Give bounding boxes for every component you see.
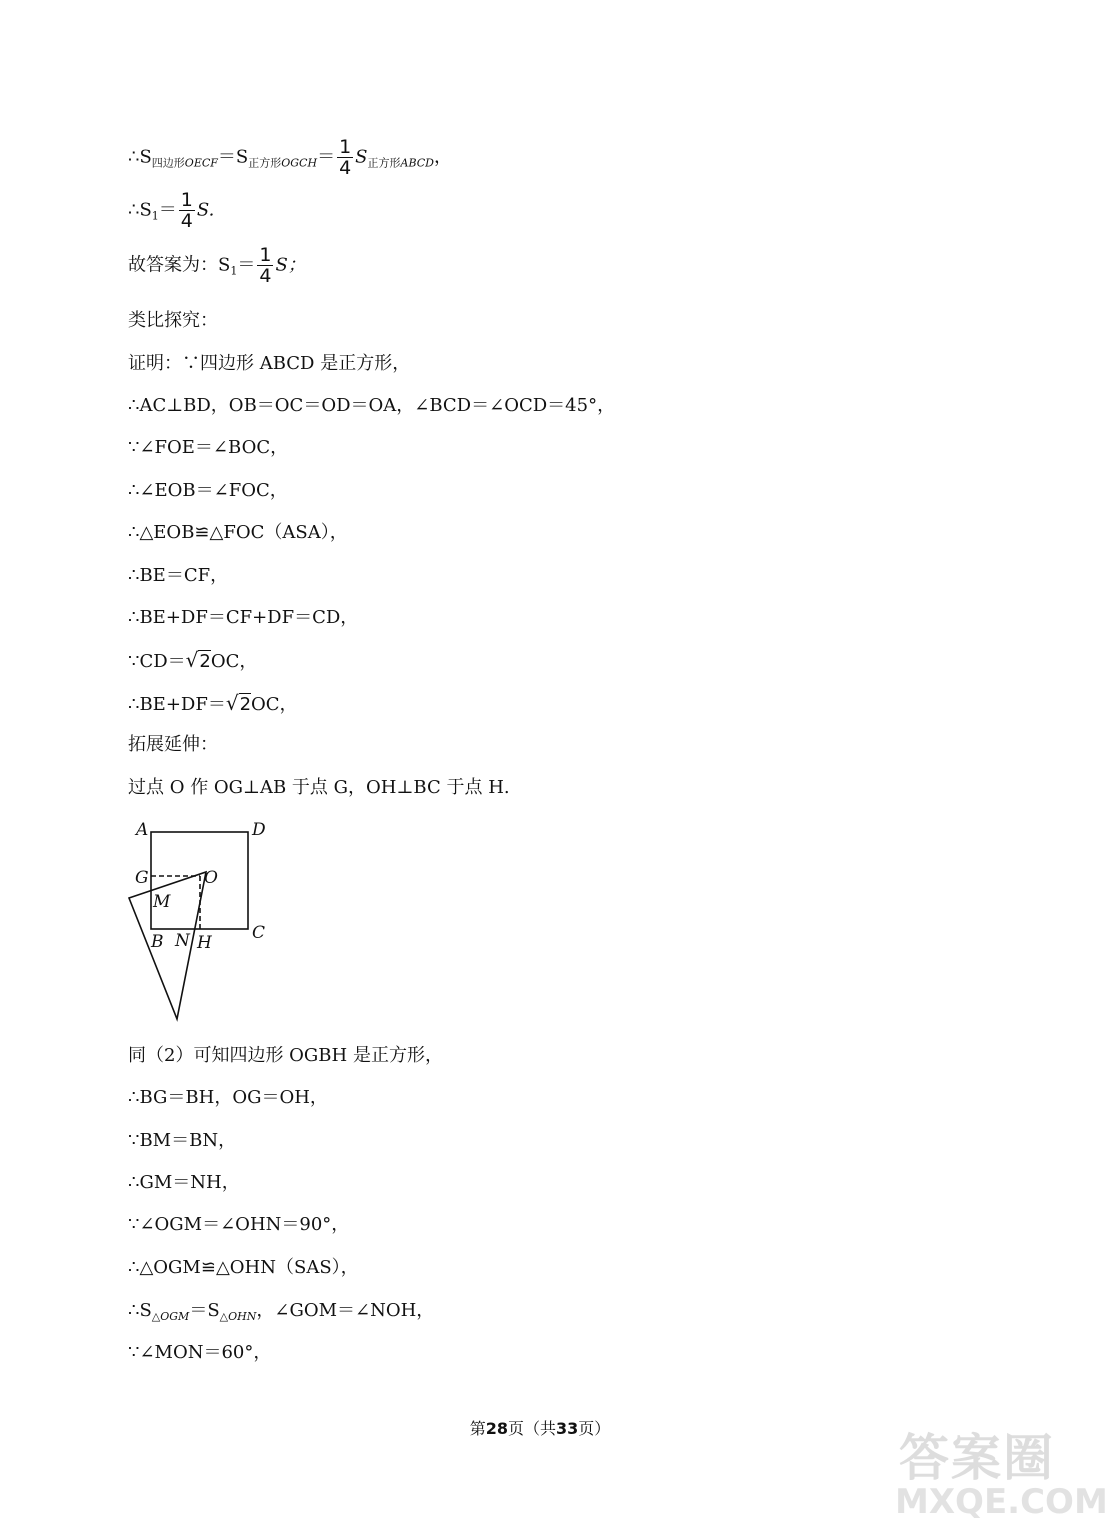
text: OC， xyxy=(251,694,298,715)
label-a: A xyxy=(136,820,149,840)
proof-line: ∴AC⊥BD，OB＝OC＝OD＝OA，∠BCD＝∠OCD＝45°， xyxy=(128,395,616,416)
subscript: OECF xyxy=(184,156,218,170)
numerator: 1 xyxy=(339,136,352,158)
total-pages: 33 xyxy=(556,1419,579,1438)
section-heading-analogy: 类比探究： xyxy=(128,310,218,331)
proof-line: 证明：∵四边形 ABCD 是正方形， xyxy=(128,353,411,374)
text: 故答案为：S xyxy=(128,254,231,276)
text: ∴S xyxy=(128,146,152,168)
denominator: 4 xyxy=(259,265,272,287)
label-n: N xyxy=(175,931,190,951)
proof-line: ∴BG＝BH，OG＝OH， xyxy=(128,1087,328,1108)
subscript: OGCH xyxy=(281,156,318,170)
text: 第 xyxy=(469,1419,486,1438)
subscript: 四边形 xyxy=(151,156,185,170)
text: ∴BE+DF＝ xyxy=(128,694,226,715)
label-d: D xyxy=(252,820,266,840)
line-s1-result xyxy=(128,190,214,231)
proof-line: ∴∠EOB＝∠FOC， xyxy=(128,480,288,501)
radicand: 2 xyxy=(239,694,252,715)
radical-sign: √ xyxy=(225,691,239,715)
text: S. xyxy=(196,199,215,221)
proof-line: ∴△OGM≌△OHN（SAS）， xyxy=(128,1257,359,1278)
numerator: 1 xyxy=(259,244,272,266)
label-m: M xyxy=(153,892,171,912)
text: OC， xyxy=(210,651,258,672)
subscript: △OGM xyxy=(151,1310,190,1323)
fraction xyxy=(257,245,273,286)
proof-line-sqrt xyxy=(128,692,298,716)
numerator: 1 xyxy=(180,189,193,211)
construction-line: 过点 O 作 OG⊥AB 于点 G，OH⊥BC 于点 H. xyxy=(128,777,510,798)
proof-line-area xyxy=(128,1300,434,1328)
proof-line: ∴BE＝CF， xyxy=(128,565,229,586)
text: 页（共 xyxy=(507,1419,556,1438)
label-b: B xyxy=(151,932,164,952)
text: ＝S xyxy=(189,1300,220,1321)
text: ＝S xyxy=(217,146,249,168)
proof-line: ∵∠MON＝60°， xyxy=(128,1342,272,1363)
text: ∴S xyxy=(128,1300,152,1321)
denominator: 4 xyxy=(180,210,193,232)
text: ∴S xyxy=(128,199,152,221)
text: ， xyxy=(433,146,452,168)
fraction xyxy=(179,190,195,231)
watermark-logo: 答案圈 xyxy=(899,1429,1055,1487)
line-answer xyxy=(128,245,306,286)
watermark-url: MXQE.COM xyxy=(895,1482,1108,1522)
label-o: O xyxy=(204,868,218,888)
label-g: G xyxy=(135,868,149,888)
denominator: 4 xyxy=(339,157,352,179)
proof-line: ∵∠OGM＝∠OHN＝90°， xyxy=(128,1214,350,1235)
proof-line-sqrt xyxy=(128,649,257,673)
text: S； xyxy=(275,254,306,276)
geometry-figure xyxy=(124,815,284,1025)
text: 页） xyxy=(578,1419,611,1438)
proof-line: ∵∠FOE＝∠BOC， xyxy=(128,437,289,458)
proof-line: ∴△EOB≌△FOC（ASA）， xyxy=(128,522,348,543)
radical-sign: √ xyxy=(185,648,199,672)
page-number: 28 xyxy=(485,1419,508,1438)
text: ，∠GOM＝∠NOH， xyxy=(256,1300,435,1321)
subscript: 1 xyxy=(151,209,159,223)
subscript: 1 xyxy=(230,264,238,278)
proof-line: ∵BM＝BN， xyxy=(128,1130,237,1151)
proof-line: ∴BE+DF＝CF+DF＝CD， xyxy=(128,607,359,628)
fraction xyxy=(337,137,353,178)
label-h: H xyxy=(197,933,212,953)
text: ＝ xyxy=(158,199,177,221)
proof-line: 同（2）可知四边形 OGBH 是正方形， xyxy=(128,1045,443,1066)
proof-line: ∴GM＝NH， xyxy=(128,1172,240,1193)
subscript: ABCD xyxy=(400,156,434,170)
subscript: 正方形 xyxy=(248,156,282,170)
text: S xyxy=(355,146,368,168)
text: ＝ xyxy=(317,146,336,168)
line-area-relation xyxy=(128,137,452,178)
subscript: 正方形 xyxy=(367,156,401,170)
text: ∵CD＝ xyxy=(128,651,186,672)
label-c: C xyxy=(252,923,266,943)
section-heading-extension: 拓展延伸： xyxy=(128,734,218,755)
watermark xyxy=(895,1418,1108,1523)
radicand: 2 xyxy=(199,651,211,672)
subscript: △OHN xyxy=(219,1310,257,1323)
text: ＝ xyxy=(237,254,256,276)
